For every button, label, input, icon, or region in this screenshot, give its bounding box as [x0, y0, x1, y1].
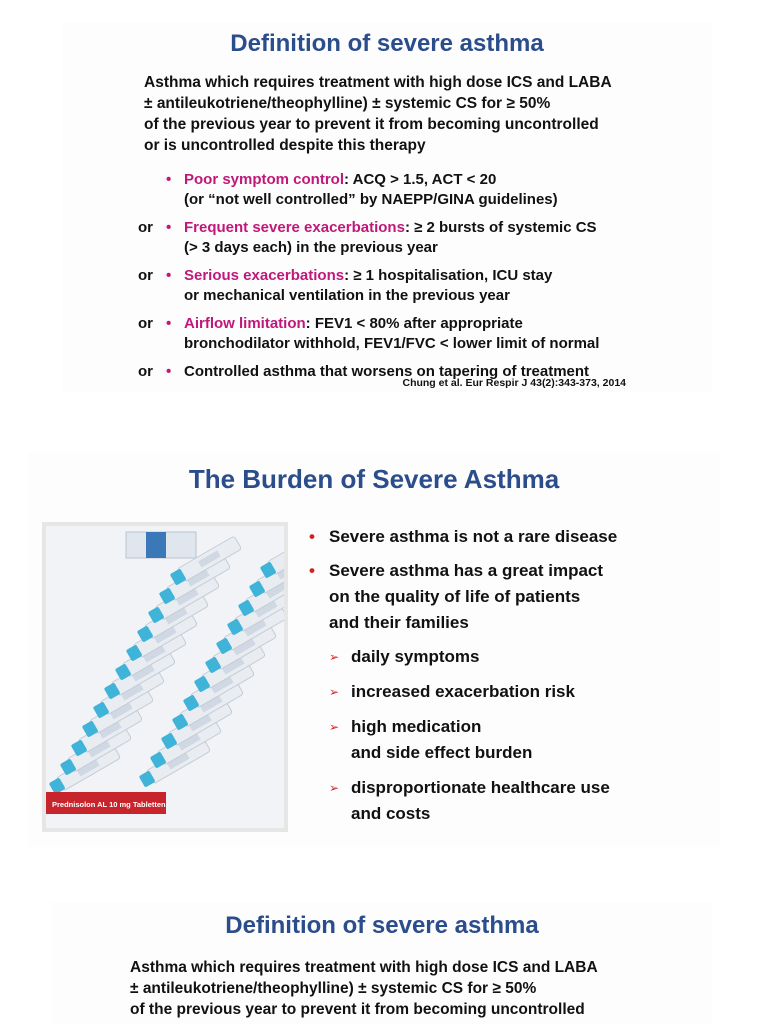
slide-title: The Burden of Severe Asthma: [188, 464, 560, 494]
inhalers-photo: [42, 522, 288, 832]
criterion-heading: Serious exacerbations: [184, 267, 345, 284]
definition-line: Asthma which requires treatment with high dose ICS and LABA: [144, 74, 612, 91]
list-item: [303, 524, 713, 550]
criterion-heading: Poor symptom control: [184, 171, 345, 188]
definition-line: of the previous year to prevent it from becoming uncontrolled: [144, 116, 599, 133]
sub-item: [303, 714, 713, 766]
criterion-text: : ≥ 1 hospitalisation, ICU stay: [344, 267, 553, 284]
sub-item: [303, 644, 713, 670]
sub-item: [303, 679, 713, 705]
prednisolone-box-label: Prednisolon AL 10 mg Tabletten: [52, 800, 166, 809]
bullet-icon: •: [309, 561, 315, 580]
arrow-icon: ➢: [329, 650, 340, 664]
or-label: or: [138, 363, 153, 380]
or-label: or: [138, 219, 153, 236]
sub-text: and side effect burden: [351, 743, 533, 762]
definition-line: Asthma which requires treatment with high dose ICS and LABA: [130, 959, 598, 976]
criterion-detail: or mechanical ventilation in the previous year: [184, 287, 510, 304]
bullet-icon: •: [166, 267, 172, 284]
criterion-text: Controlled asthma that worsens on tapering of treatment: [184, 363, 590, 380]
definition-line: of the previous year to prevent it from becoming uncontrolled: [130, 1001, 585, 1018]
sub-text: daily symptoms: [351, 647, 480, 666]
slide-definition-top: [62, 22, 712, 392]
criterion-item: [132, 218, 712, 258]
sub-text: high medication: [351, 717, 482, 736]
sub-text: and costs: [351, 804, 431, 823]
definition-line: or is uncontrolled despite this therapy: [144, 137, 426, 154]
definition-line: ± antileukotriene/theophylline) ± systemic CS for ≥ 50%: [130, 980, 537, 997]
bullet-text: and their families: [329, 613, 469, 632]
criteria-list: [132, 170, 712, 390]
bullet-icon: •: [166, 219, 172, 236]
sub-item: [303, 775, 713, 827]
bullet-text: Severe asthma has a great impact: [329, 561, 604, 580]
criterion-item: [132, 266, 712, 306]
criterion-detail: bronchodilator withhold, FEV1/FVC < lower limit of normal: [184, 335, 600, 352]
slide-title: Definition of severe asthma: [230, 30, 544, 57]
bullet-icon: •: [309, 527, 315, 546]
sub-text: disproportionate healthcare use: [351, 778, 610, 797]
slide-title: Definition of severe asthma: [225, 912, 539, 939]
slide-burden: [28, 452, 720, 847]
bullet-text: Severe asthma is not a rare disease: [329, 527, 618, 546]
arrow-icon: ➢: [329, 781, 340, 795]
definition-text: [144, 72, 684, 156]
bullet-icon: •: [166, 171, 172, 188]
burden-bullets: [303, 524, 713, 836]
criterion-item: [132, 170, 712, 210]
criterion-heading: Frequent severe exacerbations: [184, 219, 405, 236]
criterion-item: [132, 314, 712, 354]
bullet-icon: •: [166, 363, 172, 380]
sub-text: increased exacerbation risk: [351, 682, 575, 701]
bullet-text: on the quality of life of patients: [329, 587, 581, 606]
citation: Chung et al. Eur Respir J 43(2):343-373, 2014: [402, 377, 626, 389]
arrow-icon: ➢: [329, 685, 340, 699]
slide-definition-bottom: [52, 902, 712, 1024]
arrow-icon: ➢: [329, 720, 340, 734]
criterion-text: : FEV1 < 80% after appropriate: [305, 315, 523, 332]
or-label: or: [138, 315, 153, 332]
criterion-text: : ≥ 2 bursts of systemic CS: [404, 219, 597, 236]
definition-text: [130, 957, 690, 1020]
definition-line: ± antileukotriene/theophylline) ± systemic CS for ≥ 50%: [144, 95, 551, 112]
bullet-icon: •: [166, 315, 172, 332]
criterion-heading: Airflow limitation: [184, 315, 306, 332]
criterion-text: : ACQ > 1.5, ACT < 20: [344, 171, 497, 188]
criterion-detail: (or “not well controlled” by NAEPP/GINA guidelines): [184, 191, 558, 208]
criterion-detail: (> 3 days each) in the previous year: [184, 239, 438, 256]
list-item: [303, 558, 713, 636]
or-label: or: [138, 267, 153, 284]
inhalers-illustration: [46, 526, 284, 828]
